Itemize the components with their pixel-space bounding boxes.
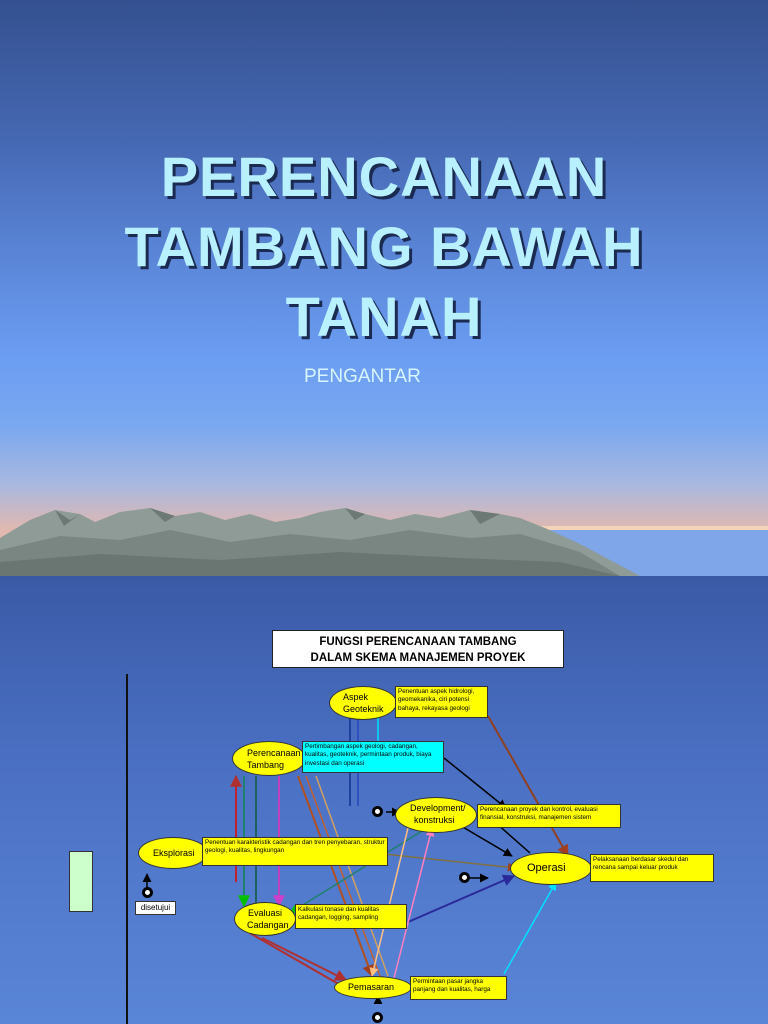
node-eksplorasi bbox=[138, 837, 208, 869]
note-development: Perencanaan proyek dan kontrol, evaluasi finansial, konstruksi, manajemen sistem bbox=[477, 804, 621, 828]
note-operasi: Pelaksanaan berdasar skedul dan rencana sampai keluar produk bbox=[590, 854, 714, 882]
node-development-line-1: Development/ bbox=[410, 803, 466, 813]
node-development-konstruksi bbox=[395, 797, 477, 833]
node-eksplorasi-label: Eksplorasi bbox=[153, 848, 195, 858]
header-line-1: FUNGSI PERENCANAAN TAMBANG bbox=[319, 636, 517, 648]
slide-title bbox=[0, 142, 768, 352]
note-eksplorasi: Penentuan karakteristik cadangan dan tren penyebaran, struktur geologi, kualitas, lingkungan bbox=[202, 837, 388, 866]
node-evaluasi-cadangan bbox=[234, 902, 296, 936]
node-development-line-2: konstruksi bbox=[414, 815, 455, 825]
note-pemasaran: Permintaan pasar jangka panjang dan kualitas, harga bbox=[410, 976, 507, 1000]
approval-ring-icon bbox=[459, 872, 470, 883]
node-aspek-line-2: Geoteknik bbox=[343, 704, 384, 714]
node-pemasaran bbox=[334, 976, 412, 999]
title-line-1: PERENCANAAN bbox=[160, 145, 608, 208]
node-perencanaan-line-2: Tambang bbox=[247, 760, 285, 770]
note-evaluasi: Kalkulasi tonase dan kualitas cadangan, logging, sampling bbox=[295, 904, 407, 929]
node-aspek-line-1: Aspek bbox=[343, 692, 369, 702]
disetujui-label: disetujui bbox=[135, 901, 176, 915]
approval-ring-icon bbox=[142, 887, 153, 898]
header-line-2: DALAM SKEMA MANAJEMEN PROYEK bbox=[310, 652, 526, 664]
node-operasi-label: Operasi bbox=[527, 862, 566, 874]
mountain-range-illustration bbox=[0, 500, 768, 576]
node-evaluasi-line-1: Evaluasi bbox=[248, 908, 283, 918]
note-perencanaan: Pertimbangan aspek geologi, cadangan, kualitas, geoteknik, permintaan produk, biaya investasi dan operasi bbox=[302, 741, 444, 773]
note-aspek: Penentuan aspek hidrologi, geomekanika, ciri potensi bahaya, rekayasa geologi bbox=[395, 686, 488, 718]
approval-ring-icon bbox=[372, 806, 383, 817]
node-evaluasi-line-2: Cadangan bbox=[247, 920, 289, 930]
node-aspek-geoteknik bbox=[329, 686, 397, 720]
node-perencanaan-tambang bbox=[232, 741, 306, 776]
title-line-2: TAMBANG BAWAH bbox=[124, 215, 644, 278]
diagram-slide bbox=[0, 576, 768, 1024]
approval-ring-icon bbox=[372, 1012, 383, 1023]
flow-arrows bbox=[0, 576, 768, 1024]
node-operasi bbox=[510, 852, 592, 885]
node-pemasaran-label: Pemasaran bbox=[348, 982, 395, 992]
slide-subtitle: PENGANTAR bbox=[304, 366, 421, 387]
node-perencanaan-line-1: Perencanaan bbox=[247, 748, 301, 758]
title-line-3: TANAH bbox=[285, 285, 483, 348]
